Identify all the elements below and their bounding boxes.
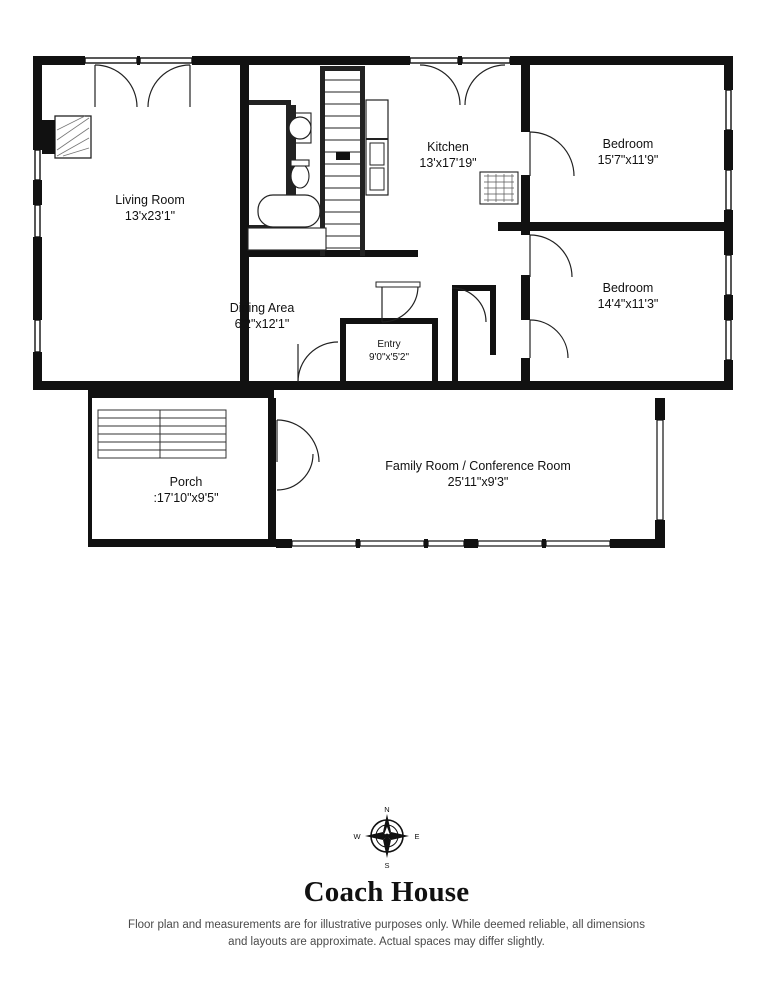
- room-label-porch: Porch :17'10"x9'5": [153, 475, 219, 505]
- room-label-family-room: Family Room / Conference Room 25'11"x9'3": [385, 459, 571, 489]
- compass-rose: [337, 800, 437, 872]
- room-label-kitchen: Kitchen 13'x17'19": [419, 140, 477, 170]
- page-title: Coach House: [303, 876, 470, 908]
- room-label-dining-area: Dining Area 6'2"x12'1": [229, 301, 295, 331]
- room-label-entry: Entry 9'0"x'5'2": [368, 339, 410, 363]
- svg-text:S: S: [383, 861, 390, 870]
- room-label-living-room: Living Room 13'x23'1": [115, 193, 185, 223]
- stairs-main: [325, 80, 360, 248]
- svg-text:W: W: [352, 832, 361, 841]
- room-label-bedroom-2: Bedroom 14'4"x11'3": [597, 281, 659, 311]
- disclaimer-line-1: Floor plan and measurements are for illustrative purposes only. While deemed reliable, all dimensions: [128, 919, 645, 931]
- room-label-bedroom-1: Bedroom 15'7"x11'9": [597, 137, 659, 167]
- compass-icon: [337, 800, 437, 872]
- lower-block: [88, 390, 665, 548]
- disclaimer-line-2: and layouts are approximate. Actual spaces may differ slightly.: [228, 935, 545, 948]
- living-room-fireplace: [42, 116, 91, 158]
- svg-text:E: E: [413, 832, 420, 841]
- footer: [0, 800, 773, 950]
- disclaimer: [0, 917, 773, 950]
- svg-text:N: N: [383, 805, 390, 814]
- kitchen-fixtures: [366, 100, 518, 204]
